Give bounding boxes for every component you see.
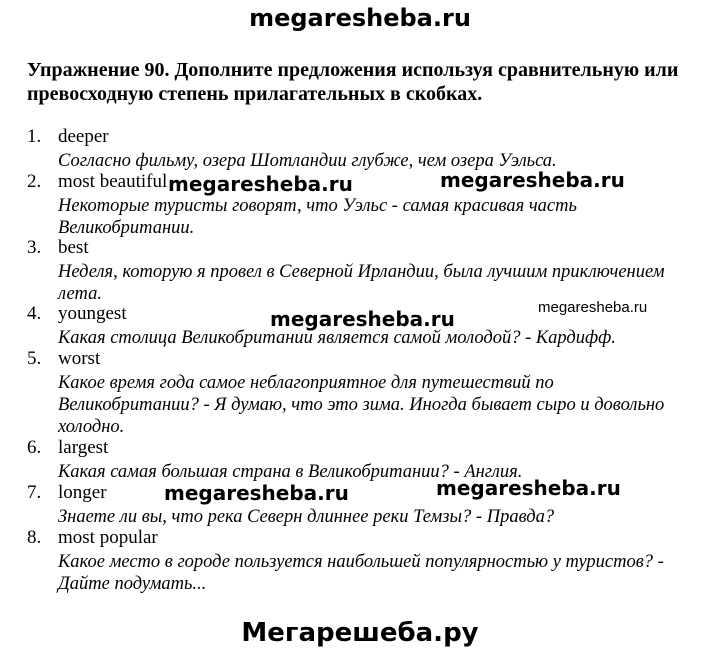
item-translation: Какая столица Великобритании является самой молодой? - Кардифф.	[58, 328, 616, 348]
item-number: 2.	[27, 171, 42, 192]
item-answer: youngest	[58, 303, 127, 324]
item-translation: Какое время года самое неблагоприятное для путешествий по Великобритании? - Я думаю, что это зима. Иногда бывает сыро и довольно холодно.	[58, 373, 665, 437]
item-translation: Какая самая большая страна в Великобритании? - Англия.	[58, 462, 523, 482]
item-number: 5.	[27, 348, 42, 369]
item-translation: Согласно фильму, озера Шотландии глубже, чем озера Уэльса.	[58, 151, 557, 171]
site-watermark-top: megaresheba.ru	[249, 4, 471, 32]
item-answer: most beautiful	[58, 171, 168, 192]
item-translation: Неделя, которую я провел в Северной Ирландии, была лучшим приключением лета.	[58, 262, 665, 304]
item-translation: Знаете ли вы, что река Северн длиннее реки Темзы? - Правда?	[58, 507, 555, 527]
item-number: 3.	[27, 237, 42, 258]
exercise-title: Упражнение 90. Дополните предложения используя сравнительную или превосходную степень прилагательных в скобках.	[27, 59, 679, 105]
site-watermark: megaresheba.ru	[168, 172, 353, 196]
item-number: 7.	[27, 482, 42, 503]
site-watermark: megaresheba.ru	[436, 476, 621, 500]
item-answer: longer	[58, 482, 107, 503]
item-answer: largest	[58, 437, 109, 458]
site-watermark-small: megaresheba.ru	[538, 299, 648, 316]
site-watermark: megaresheba.ru	[270, 307, 455, 331]
site-watermark-bottom: Мегарешеба.ру	[241, 618, 479, 648]
item-translation: Какое место в городе пользуется наибольшей популярностью у туристов? - Дайте подумать...	[58, 552, 664, 594]
item-number: 4.	[27, 303, 42, 324]
site-watermark: megaresheba.ru	[164, 481, 349, 505]
item-number: 8.	[27, 527, 42, 548]
item-answer: deeper	[58, 126, 109, 147]
site-watermark: megaresheba.ru	[440, 168, 625, 192]
item-answer: most popular	[58, 527, 158, 548]
item-translation: Некоторые туристы говорят, что Уэльс - самая красивая часть Великобритании.	[58, 196, 577, 238]
item-answer: best	[58, 237, 89, 258]
item-number: 6.	[27, 437, 42, 458]
item-answer: worst	[58, 348, 101, 369]
item-number: 1.	[27, 126, 42, 147]
